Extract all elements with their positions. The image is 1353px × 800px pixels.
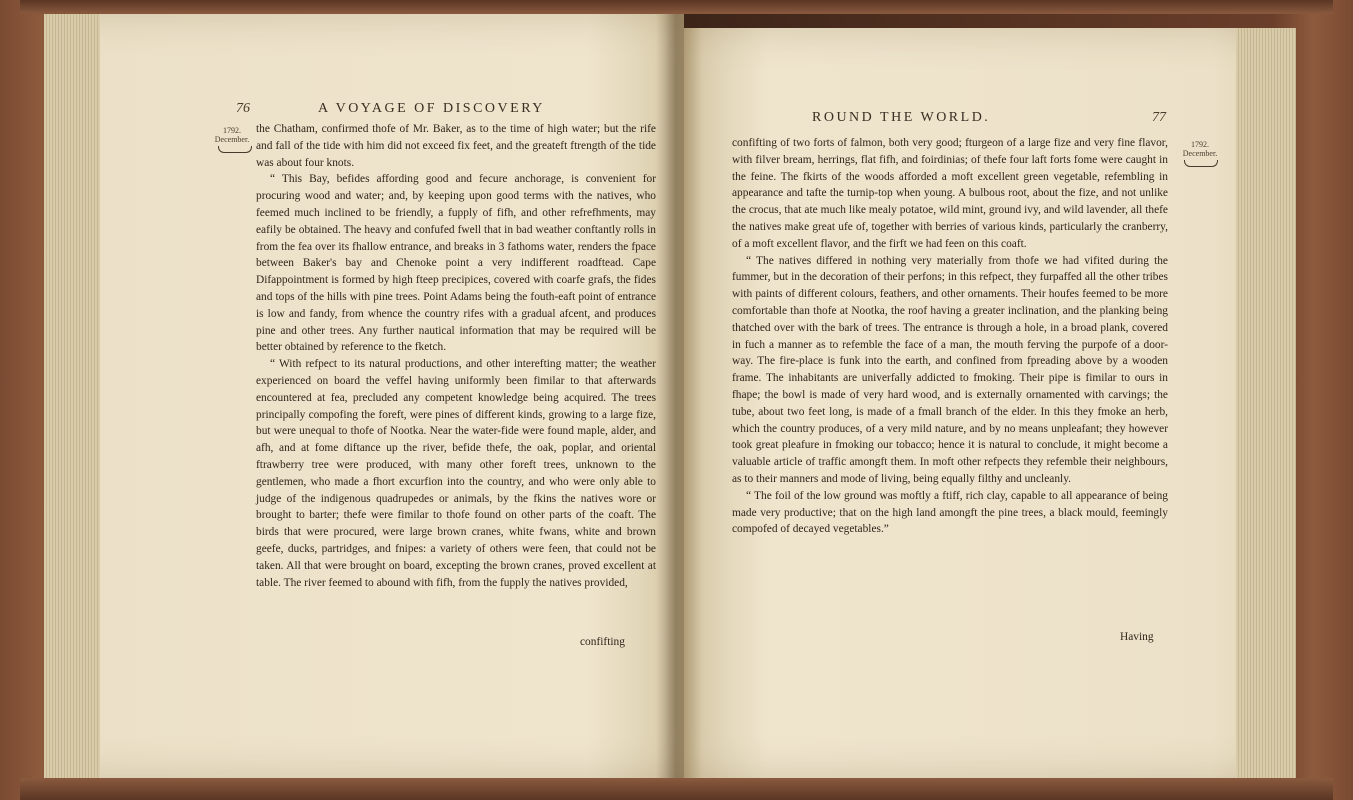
right-margin-year: 1792. (1191, 140, 1209, 149)
right-text-block (732, 135, 1168, 538)
right-paragraph-1: confifting of two forts of falmon, both very good; fturgeon of a large fize and very fine flavor, with filver bream, herrings, flat fifh, and foirdinias; of thefe four laft forts fome were caught in the feine. The fkirts of the woods afforded a moft excellent green vegetable, refembling in appearance and tafte the turnip-top when young. A bulbous root, about the fize, and not unlike the crocus, that ate much like mealy potatoe, wild mint, ground ivy, and wild lavender, all thefe the natives make great ufe of, together with berries of various kinds, particularly the cranberry, of a moft excellent flavor, and the firft we had feen on this coaft. (732, 137, 1168, 250)
left-page-edges (44, 14, 100, 778)
left-paragraph-2: “ This Bay, befides affording good and fecure anchorage, is convenient for procuring wood and water; and, by keeping upon good terms with the natives, who feemed much inclined to be friendly, a fupply of fifh, and other refrefhments, may eafily be obtained. The heavy and confufed fwell that in bad weather conftantly rolls in from the fea over its fhallow entrance, and breaks in 3 fathoms water, renders the fpace between Baker's bay and Chenoke point a very indifferent roadftead. Cape Difappointment is formed by high fteep precipices, covered with coarfe grafs, the fides and tops of the hills with pine trees. Point Adams being the fouth-eaft point of entrance is low and fandy, from whence the country rifes with a gradual afcent, and produces pine and other trees. Any further nautical information that may be required will be better obtained by reference to the fketch. (256, 173, 656, 354)
left-paragraph-1: the Chatham, confirmed thofe of Mr. Baker, as to the time of high water; but the rife and fall of the tide with him did not exceed fix feet, and the greateft ftrength of the tide was about four knots. (256, 123, 656, 169)
left-margin-brace (218, 146, 252, 153)
left-margin-year: 1792. (223, 126, 241, 135)
right-running-head: ROUND THE WORLD. (812, 110, 991, 125)
right-page-edges (1236, 28, 1296, 778)
right-margin-brace (1184, 160, 1218, 167)
left-catchword: confifting (580, 636, 625, 648)
left-page-number: 76 (236, 101, 250, 116)
left-margin-month: December. (214, 135, 250, 144)
cover-board-bottom (20, 778, 1333, 800)
left-paragraph-3: “ With refpect to its natural productions, and other interefting matter; the weather experienced on board the veffel having uniformly been fimilar to that afterwards encountered at fea, precluded any competent knowledge being acquired. The trees principally compofing the foreft, were pines of different kinds, growing to a large fize, but were unequal to thofe of Nootka. Near the water-fide were found maple, alder, and afh, and at fome diftance up the river, befide thefe, the oak, poplar, and oriental ftrawberry tree were produced, with many other foreft trees, unknown to the gentlemen, who made a fhort excurfion into the country, and who were only able to judge of the indigenous quadrupedes or animals, by the fkins the natives wore or brought to barter; thefe were fimilar to thofe found on other parts of the coaft. The birds that were procured, were large brown cranes, white fwans, white and brown geefe, ducks, partridges, and fnipes: a variety of others were feen, that could not be taken. All that were brought on board, excepting the brown cranes, proved excellent at table. The river feemed to abound with fifh, from the fupply the natives provided, (256, 358, 656, 589)
right-paragraph-2: “ The natives differed in nothing very materially from thofe we had vifited during the fummer, but in the decoration of their perfons; in this refpect, they furpaffed all the other tribes with paints of different colours, feathers, and other ornaments. Their houfes feemed to be more comfortable than thofe at Nootka, the roof having a greater inclination, and the planking being thatched over with the bark of trees. The entrance is through a hole, in a broad plank, covered in fuch a manner as to refemble the face of a man, the mouth ferving the purpofe of a door-way. The fire-place is funk into the earth, and confined from fpreading above by a wooden frame. The inhabitants are univerfally addicted to fmoking. Their pipe is fimilar to ours in fhape; the bowl is made of very hard wood, and is externally ornamented with carvings; the tube, about two feet long, is made of a fmall branch of the elder. In this they fmoke an herb, which the country produces, of a very mild nature, and by no means unpleafant; they however took great pleafure in fmoking our tobacco; hence it is natural to conclude, it might become a valuable article of traffic amongft them. In moft other refpects they refemble their neighbours, as to their manners and mode of living, being equally filthy and uncleanly. (732, 254, 1168, 485)
right-catchword: Having (1120, 631, 1154, 643)
right-margin-month: December. (1182, 149, 1218, 158)
left-running-head: A VOYAGE OF DISCOVERY (318, 101, 545, 116)
right-paragraph-3: “ The foil of the low ground was moftly a ftiff, rich clay, capable to all appearance of being made very productive; that on the high land amongft the pine trees, a black mould, feemingly compofed of decayed vegetables.” (732, 489, 1168, 536)
left-text-block (256, 121, 656, 591)
right-page-number: 77 (1152, 110, 1166, 125)
cover-board-top (20, 0, 1333, 14)
